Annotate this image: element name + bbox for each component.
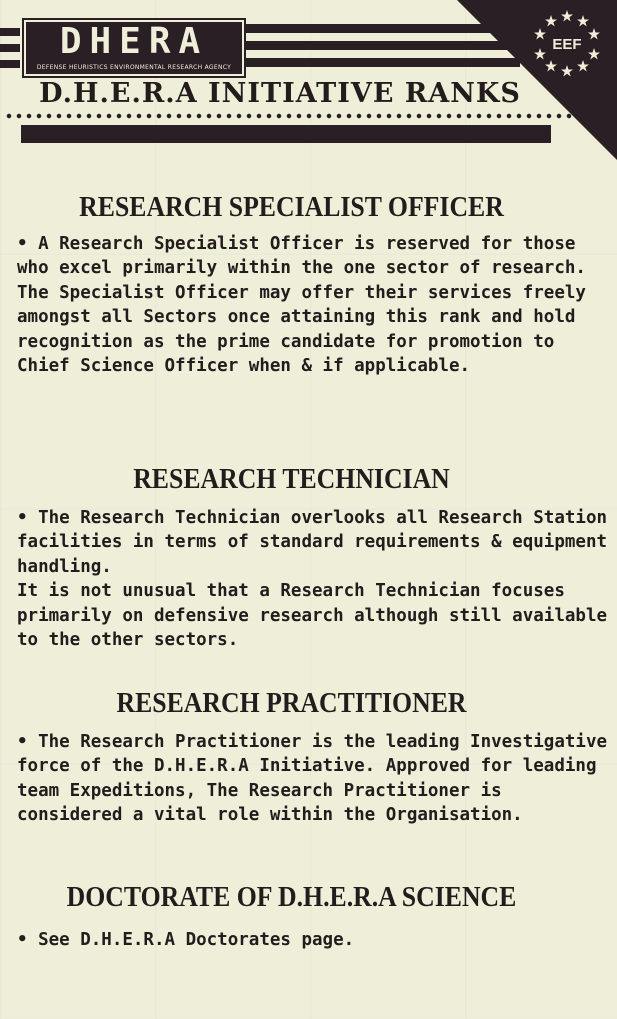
page-title: D.H.E.R.A INITIATIVE RANKS [39, 78, 521, 109]
badge-text: EEF [552, 36, 582, 53]
section-body-practitioner [17, 730, 607, 828]
section-title-specialist-officer: RESEARCH SPECIALIST OFFICER [79, 192, 504, 223]
dhera-logo [24, 20, 244, 76]
section-paragraph: • The Research Practitioner is the leading Investigative force of the D.H.E.R.A Initiative. Approved for leading team Expeditions, The Research Practitioner is considered a vital role within the Organisation. [17, 732, 608, 826]
header-stripe-left [0, 28, 20, 36]
logo-subtitle: DEFENSE HEURISTICS ENVIRONMENTAL RESEARCH AGENCY [36, 64, 232, 71]
dotted-divider [4, 113, 574, 119]
section-paragraph: • A Research Specialist Officer is reserved for those who excel primarily within the one sector of research. [17, 234, 586, 279]
section-paragraph: The Specialist Officer may offer their services freely amongst all Sectors once attaining this rank and hold recognition as the prime candidate for promotion to Chief Science Officer when & if applicable. [17, 282, 586, 377]
section-title-doctorate: DOCTORATE OF D.H.E.R.A SCIENCE [66, 882, 517, 913]
section-paragraph: • The Research Technician overlooks all Research Station facilities in terms of standard requirements & equipment handling. [17, 508, 608, 577]
section-body-specialist-officer [17, 232, 607, 378]
title-underline-bar [21, 125, 551, 143]
section-body-technician [17, 506, 607, 652]
eef-star-badge [532, 8, 602, 78]
logo-text: DHERA [59, 21, 209, 62]
section-body-doctorate [17, 928, 607, 952]
section-paragraph: • See D.H.E.R.A Doctorates page. [17, 930, 355, 950]
section-title-technician: RESEARCH TECHNICIAN [133, 464, 450, 495]
section-title-practitioner: RESEARCH PRACTITIONER [116, 688, 467, 719]
section-paragraph: It is not unusual that a Research Technician focuses primarily on defensive research although still available to the other sectors. [17, 581, 608, 651]
header-stripe-left [0, 60, 20, 68]
header-stripe-left [0, 44, 20, 52]
